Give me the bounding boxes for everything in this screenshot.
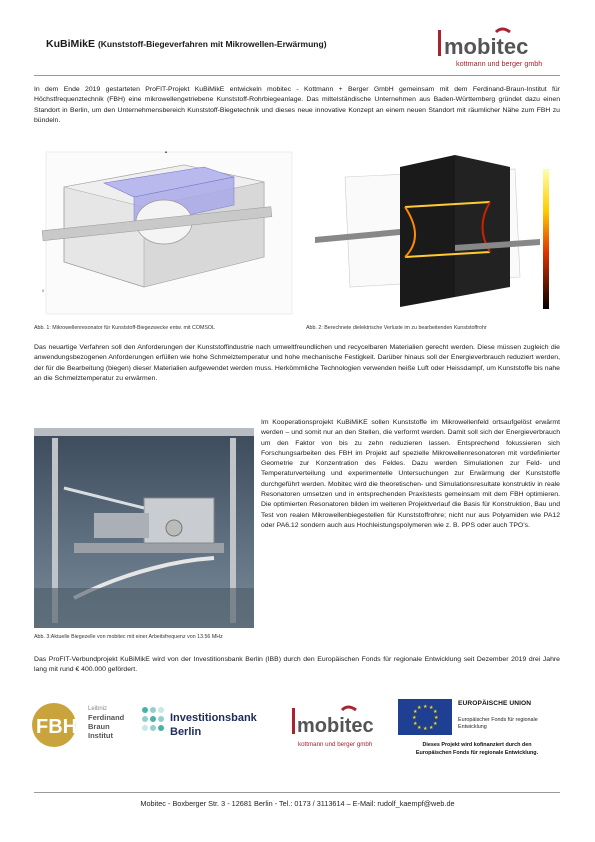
eu-flag — [398, 699, 452, 735]
footer-contact: Mobitec - Boxberger Str. 3 - 12681 Berlin - Tel.: 0173 / 3113614 – E-Mail: rudolf_kaempf@web.de — [140, 799, 455, 808]
fbh-letters: FBH — [36, 716, 78, 738]
svg-text:▲: ▲ — [164, 149, 168, 154]
svg-text:★: ★ — [433, 721, 438, 727]
mobitec-logo-footer — [290, 700, 390, 755]
page-title — [46, 38, 327, 50]
fbh-logo — [32, 700, 132, 750]
fbh-line-2: Ferdinand — [88, 713, 125, 722]
figure-1-caption: Abb. 1: Mikrowellenresonator für Kunststoff-Biegezwecke entw. mit COMSOL — [34, 325, 215, 331]
paragraph-4: Das ProFIT-Verbundprojekt KuBiMikE wird von der Investitionsbank Berlin (IBB) durch den Europäischen Fonds für regionale Entwicklung seit Dezember 2019 drei Jahre lang mit rund € 400.000 gefördert. — [34, 656, 560, 674]
eu-title: EUROPÄISCHE UNION — [458, 700, 532, 707]
header-divider — [34, 75, 560, 76]
svg-text:★: ★ — [413, 709, 418, 715]
svg-text:★: ★ — [412, 715, 417, 721]
svg-text:★: ★ — [423, 704, 428, 710]
ibb-logo — [140, 705, 280, 745]
figure-3-bending-cell-photo — [34, 428, 254, 628]
svg-text:★: ★ — [434, 715, 439, 721]
figure-2-dielectric-loss — [305, 147, 560, 319]
svg-text:★: ★ — [429, 705, 434, 711]
logo-footer-subtext: kottmann und berger gmbh — [298, 741, 373, 748]
fbh-line-1: Leibniz — [88, 706, 108, 712]
title-main: KuBiMikE — [46, 38, 96, 50]
eu-cofunding-note — [392, 741, 562, 757]
eu-note-line-1: Dieses Projekt wird kofinanziert durch den — [422, 742, 532, 748]
svg-text:★: ★ — [413, 721, 418, 727]
svg-text:★: ★ — [417, 725, 422, 731]
figure-3-caption: Abb. 3:Aktuelle Biegezelle von mobitec mit einer Arbeitsfrequenz von 13.56 MHz — [34, 634, 223, 640]
svg-text:0: 0 — [42, 288, 45, 293]
ibb-name-line-1: Investitionsbank — [170, 712, 257, 724]
logo-footer-text: mobitec — [297, 715, 374, 737]
svg-text:★: ★ — [417, 705, 422, 711]
mobitec-logo — [436, 24, 556, 74]
logo-subtext: kottmann und berger gmbh — [456, 59, 543, 68]
figure-1-resonator — [34, 147, 296, 319]
intro-paragraph: In dem Ende 2019 gestarteten ProFIT-Projekt KuBiMikE entwickeln mobitec - Kottmann + Berger GmbH gemeinsam mit dem Ferdinand-Braun-Institut für Höchstfrequenztechnik (FBH) eine mikrowellengetriebene Kunststoff-Rohrbiegeanlage. Das mittelständische Unternehmen aus Baden-Württemberg gründet dazu einen Standort in Berlin, um den Unternehmensbereich Kunststoff-Biegetechnik und dieses neue innovative Konzept an einem neuen Standort mit räumlicher Nähe zum FBH zu bündeln. — [34, 86, 560, 124]
fbh-line-3: Braun — [88, 722, 110, 731]
logo-text: mobitec — [444, 34, 529, 59]
svg-text:★: ★ — [433, 709, 438, 715]
footer-divider — [34, 792, 560, 793]
title-subtitle: (Kunststoff-Biegeverfahren mit Mikrowellen-Erwärmung) — [97, 39, 327, 49]
fbh-line-4: Institut — [88, 731, 113, 740]
figure-2-caption: Abb. 2: Berechnete dielektrische Verluste im zu bearbeitenden Kunststoffrohr — [306, 325, 487, 331]
eu-note-line-2: Europäischen Fonds für regionale Entwicklung. — [415, 750, 539, 756]
svg-text:★: ★ — [423, 726, 428, 732]
eu-subtitle: Europäischer Fonds für regionale Entwicklung — [458, 717, 538, 730]
paragraph-3: Im Kooperationsprojekt KuBiMiKE sollen Kunststoffe im Mikrowellenfeld ortsaufgelöst erwärmt werden – und somit nur an den Stellen, die verformt werden. Damit soll sich der Energieverbrauch um den Faktor von bis zu zehn reduzieren lassen. Entsprechend fokussieren sich Forschungsarbeiten des FBH im Projekt auf spezielle Mikrowellenresonatoren mit vordefinierter Geometrie zur Konzentration des Feldes. Dazu werden Simulationen zur Feld- und Temperaturverteilung und experimentelle Untersuchungen zur Erwärmung der Kunststoffe durchgeführt werden. Mobitec wird die theoretischen- und Simulationsresultate konstruktiv in reale Resonatoren umsetzen und in entsprechenden Praxistests gemeinsam mit dem FBH optimieren. Die optimierten Resonatoren bilden im weiteren Projektverlauf die Basis für Konstruktion, Bau und Test von realen Mikrowellenbiegestellen für Kunststoffrohre; nicht nur aus Polyamiden wie PA12 oder PA6.12 sondern auch aus Hochleistungspolymeren wie z. B. PPS oder auch TPO’s. — [261, 419, 560, 529]
ibb-name-line-2: Berlin — [170, 726, 202, 738]
svg-text:★: ★ — [429, 725, 434, 731]
paragraph-2: Das neuartige Verfahren soll den Anforderungen der Kunststoffindustrie nach umweltfreundlichen und recycelbaren Materialien gerecht werden. Diese müssen zugleich die anwendungsbezogenen Anforderungen erfüllen wie hohe Schmelztemperatur und hohe mechanische Festigkeit. Darüber hinaus soll der Energieverbrauch reduziert werden, der für die Bearbeitung (biegen) dieser Materialien aufgewendet werden muss. Herkömmliche Technologien verwenden heiße Luft oder Heissdampf, um Kunststoffe bis nahe an die Schmelztemperatur zu erwärmen. — [34, 344, 560, 382]
